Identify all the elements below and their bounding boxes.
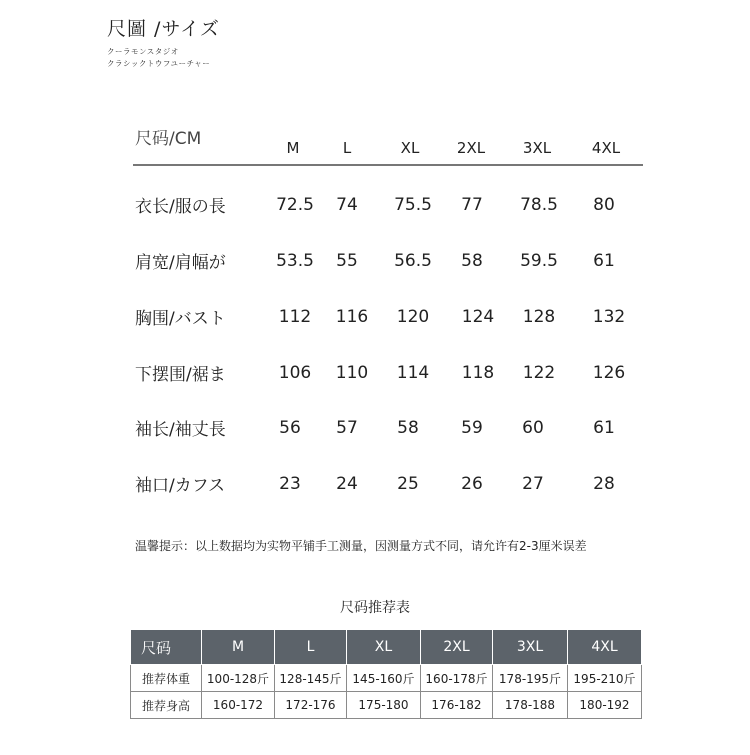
table-cell: 145-160斤: [347, 665, 421, 692]
row-label-hem: 下摆围/裾ま: [135, 365, 226, 385]
recommend-header-cell: 2XL: [421, 630, 493, 665]
table-cell: 195-210斤: [568, 665, 642, 692]
size-header-3xl: 3XL: [522, 139, 552, 157]
recommend-row-label: 推荐体重: [131, 665, 202, 692]
row-label-length: 衣长/服の長: [135, 197, 226, 217]
table-cell: 100-128斤: [202, 665, 275, 692]
table-cell: 132: [592, 307, 626, 327]
subtitle-line-2: クラシックトウフユーチャー: [107, 59, 211, 68]
table-row: [131, 665, 642, 692]
table-cell: 59.5: [520, 251, 558, 271]
recommend-header-cell: 3XL: [493, 630, 568, 665]
row-label-sleeve: 袖长/袖丈長: [135, 420, 226, 440]
size-header-xl: XL: [400, 139, 420, 157]
table-cell: 110: [335, 363, 369, 383]
table-cell: 124: [461, 307, 495, 327]
table-cell: 160-172: [202, 692, 275, 719]
table-cell: 59: [461, 418, 483, 438]
table-cell: 118: [461, 363, 495, 383]
table-cell: 25: [397, 474, 419, 494]
table-cell: 80: [593, 195, 615, 215]
table-cell: 128: [522, 307, 556, 327]
table-cell: 126: [592, 363, 626, 383]
table-cell: 57: [336, 418, 358, 438]
table-cell: 60: [522, 418, 544, 438]
table-cell: 77: [461, 195, 483, 215]
table-cell: 178-195斤: [493, 665, 568, 692]
recommend-table-title: 尺码推荐表: [340, 600, 410, 616]
table-cell: 56.5: [394, 251, 432, 271]
table-cell: 27: [522, 474, 544, 494]
size-header-m: M: [286, 139, 300, 157]
table-cell: 175-180: [347, 692, 421, 719]
table-cell: 178-188: [493, 692, 568, 719]
size-header-2xl: 2XL: [456, 139, 486, 157]
table-cell: 61: [593, 418, 615, 438]
table-cell: 28: [593, 474, 615, 494]
size-header-4xl: 4XL: [591, 139, 621, 157]
recommend-header-cell: L: [275, 630, 347, 665]
table-cell: 75.5: [394, 195, 432, 215]
table-cell: 112: [278, 307, 312, 327]
size-table-corner-label: 尺码/CM: [135, 129, 202, 149]
table-cell: 26: [461, 474, 483, 494]
table-cell: 176-182: [421, 692, 493, 719]
table-cell: 58: [397, 418, 419, 438]
header-divider: [133, 164, 643, 166]
table-cell: 74: [336, 195, 358, 215]
table-cell: 61: [593, 251, 615, 271]
table-cell: 56: [279, 418, 301, 438]
table-cell: 53.5: [276, 251, 314, 271]
table-row: [131, 692, 642, 719]
table-cell: 55: [336, 251, 358, 271]
row-label-chest: 胸围/バスト: [135, 309, 226, 329]
size-header-l: L: [342, 139, 352, 157]
row-label-shoulder: 肩宽/肩幅が: [135, 253, 226, 273]
table-cell: 114: [396, 363, 430, 383]
subtitle-line-1: クーラモンスタジオ: [107, 47, 179, 56]
table-cell: 160-178斤: [421, 665, 493, 692]
table-cell: 122: [522, 363, 556, 383]
table-cell: 180-192: [568, 692, 642, 719]
measurement-note: 温馨提示：以上数据均为实物平铺手工测量，因测量方式不同，请允许有2-3厘米误差: [135, 539, 587, 553]
page-title: 尺圖 /サイズ: [107, 18, 220, 40]
table-cell: 23: [279, 474, 301, 494]
table-cell: 172-176: [275, 692, 347, 719]
table-cell: 106: [278, 363, 312, 383]
table-cell: 116: [335, 307, 369, 327]
table-cell: 120: [396, 307, 430, 327]
recommend-header-cell: 4XL: [568, 630, 642, 665]
recommend-header-cell: XL: [347, 630, 421, 665]
recommend-table: [130, 629, 642, 719]
row-label-cuff: 袖口/カフス: [135, 476, 226, 496]
recommend-row-label: 推荐身高: [131, 692, 202, 719]
recommend-header-cell: M: [202, 630, 275, 665]
table-cell: 78.5: [520, 195, 558, 215]
table-cell: 24: [336, 474, 358, 494]
table-cell: 58: [461, 251, 483, 271]
table-cell: 72.5: [276, 195, 314, 215]
recommend-header-cell: 尺码: [131, 630, 202, 665]
recommend-table-header: [131, 630, 642, 665]
table-cell: 128-145斤: [275, 665, 347, 692]
